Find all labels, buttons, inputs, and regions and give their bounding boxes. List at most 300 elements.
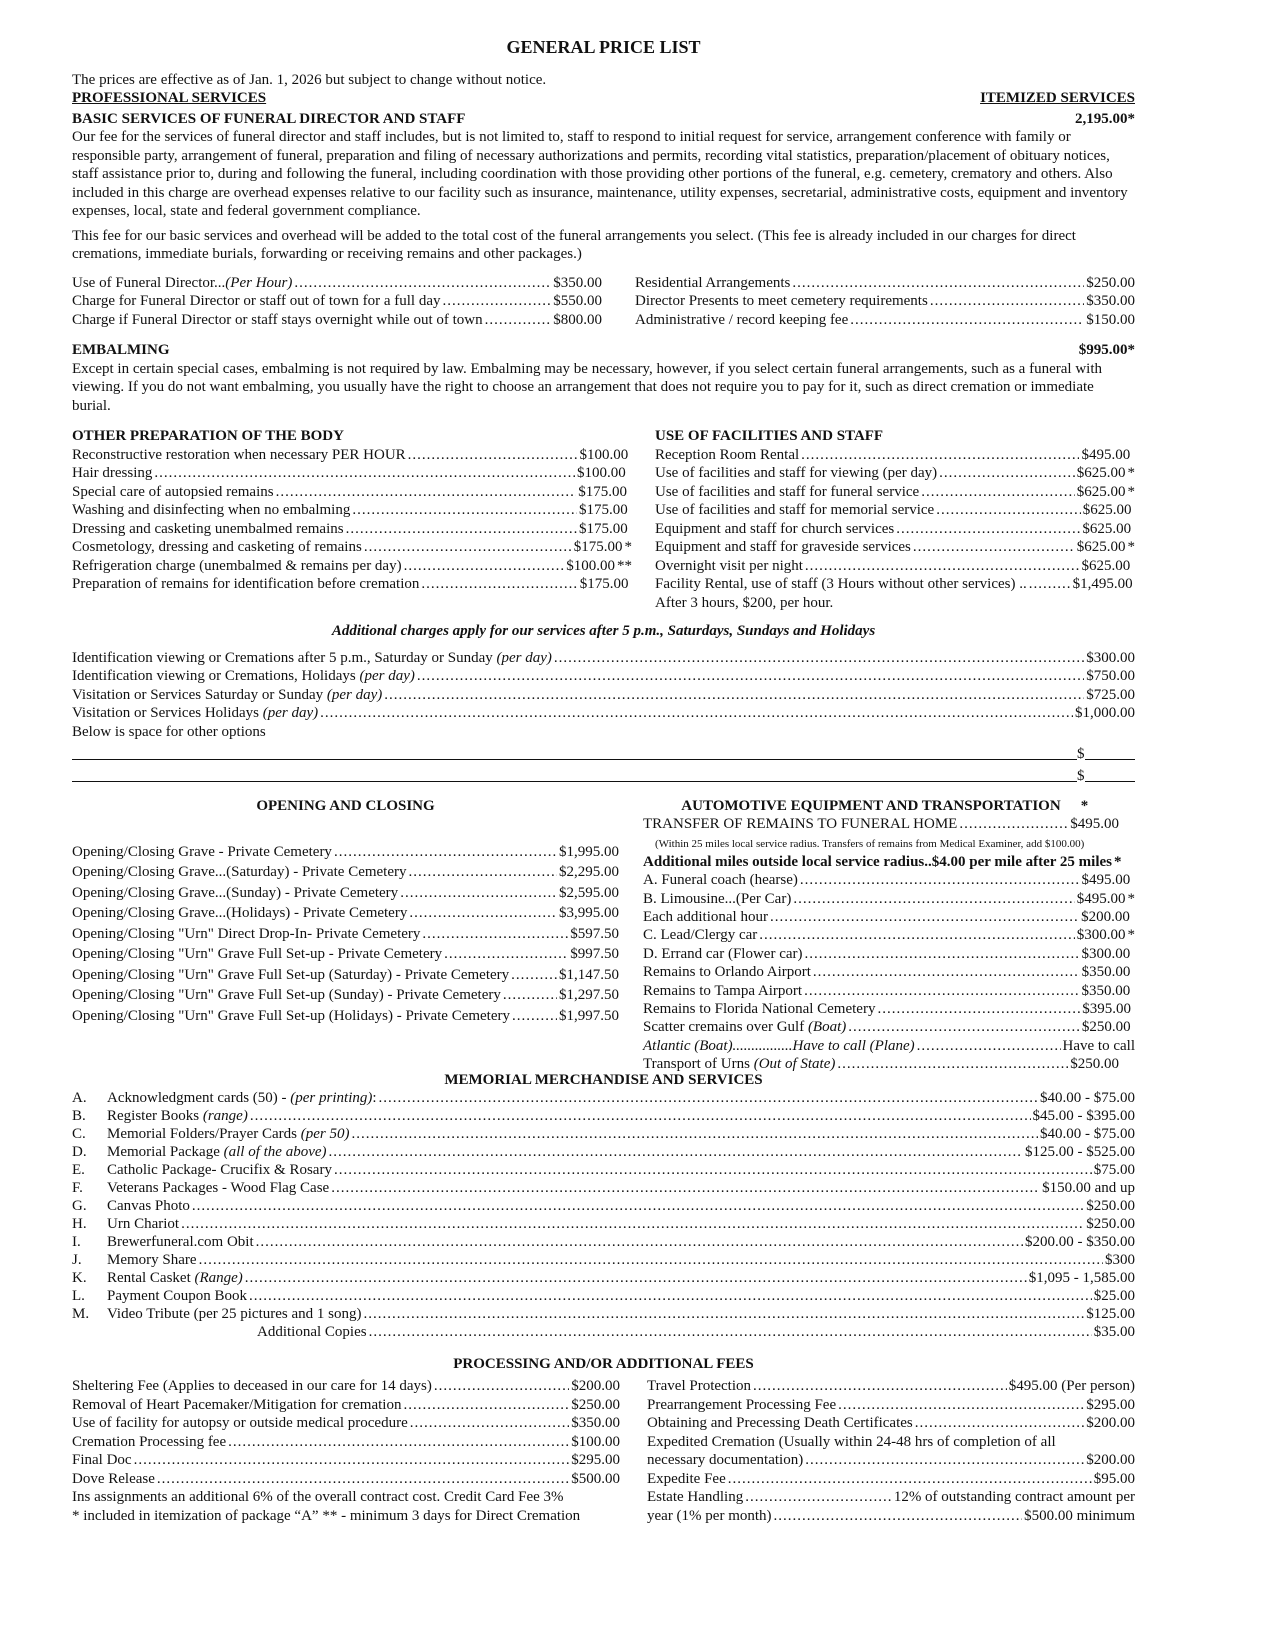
asterisk-mark: * [1127, 539, 1135, 555]
fee-row [72, 538, 632, 557]
other-option-blank-line[interactable] [72, 741, 1135, 763]
fee-value: $175.00 [573, 539, 623, 555]
fee-value: $1,000.00 [1075, 705, 1135, 721]
fee-label: Opening/Closing "Urn" Grave Full Set-up (Saturday) - Private Cemetery [72, 966, 510, 983]
fee-row [72, 686, 1135, 705]
asterisk-mark: * [1127, 465, 1135, 481]
fee-row [72, 1125, 1135, 1143]
fee-label: Opening/Closing Grave...(Sunday) - Private Cemetery [72, 884, 399, 901]
fee-row [643, 945, 1135, 963]
fee-label-em: (range) [202, 1107, 248, 1124]
fee-row [72, 1107, 1135, 1125]
fee-value: $295.00 [571, 1452, 620, 1469]
fee-row [655, 483, 1135, 502]
item-letter: I. [72, 1233, 81, 1250]
fee-label: Reception Room Rental [655, 446, 800, 463]
asterisk-mark: * [1127, 890, 1135, 907]
fee-value: $625.00 [1076, 483, 1126, 500]
fee-label: Residential Arrangements [635, 274, 791, 291]
fee-row [72, 883, 619, 904]
fee-row [643, 890, 1135, 908]
asterisk-mark: * [1127, 927, 1135, 944]
embalming-description: Except in certain special cases, embalming is not required by law. Embalming may be necessary, however, if you select certain funeral arrangements, such as a funeral with viewing. If you do not want embalming, you usually have the right to choose an arrangement that does not require you to pay for it, such as direct cremation or immediate burial. [72, 360, 1102, 414]
fee-row [655, 501, 1135, 520]
processing-right [647, 1377, 1135, 1525]
fee-value: $175.00 [578, 520, 628, 537]
processing-section [72, 1377, 1135, 1525]
fee-value: $2,595.00 [559, 884, 619, 901]
fee-label: Use of facilities and staff for memorial service [655, 502, 935, 518]
item-letter: D. [72, 1143, 87, 1160]
fee-label: Register Books [107, 1107, 203, 1124]
fee-label: Charge if Funeral Director or staff stays overnight while out of town [72, 311, 483, 328]
fee-value: $500.00 [571, 1470, 620, 1487]
fee-value: $625.00 [1076, 539, 1126, 555]
fee-value: $75.00 [1093, 1161, 1135, 1178]
atlantic-row [643, 1037, 1135, 1055]
fee-label: TRANSFER OF REMAINS TO FUNERAL HOME [643, 816, 958, 833]
fee-label: Payment Coupon Book [107, 1287, 248, 1304]
memorial-section [72, 1071, 1135, 1341]
fee-label: Cremation Processing fee [72, 1433, 227, 1450]
fee-row [72, 1305, 1135, 1323]
fee-row [647, 1451, 1135, 1470]
fee-row [72, 1451, 620, 1470]
fee-value: $125.00 - $525.00 [1025, 1143, 1135, 1160]
fee-label: Sheltering Fee (Applies to deceased in our care for 14 days) [72, 1378, 432, 1395]
fee-label: Expedite Fee [647, 1470, 726, 1487]
fee-label: Dove Release [72, 1470, 155, 1487]
fee-row [647, 1488, 1135, 1507]
fee-label: Equipment and staff for church services [655, 520, 895, 537]
fee-label-em: (Range) [194, 1269, 243, 1286]
item-letter: E. [72, 1161, 85, 1178]
fee-row [72, 1215, 1135, 1233]
fee-value: $3,995.00 [559, 905, 619, 921]
fee-row [655, 557, 1135, 576]
fee-label: Special care of autopsied remains [72, 483, 274, 500]
basic-fees-left [72, 274, 602, 330]
fee-row [72, 649, 1135, 668]
fee-row [72, 1377, 620, 1396]
fee-value: $100.00 [566, 557, 615, 574]
fee-value: $1,495.00 [1072, 576, 1133, 592]
fee-value: $35.00 [1093, 1323, 1135, 1340]
facilities-heading: USE OF FACILITIES AND STAFF [655, 428, 884, 444]
fee-label: Washing and disinfecting when no embalming [72, 502, 351, 518]
fee-value: $625.00 [1076, 465, 1126, 481]
insurance-note: Ins assignments an additional 6% of the overall contract cost. Credit Card Fee 3% [72, 1489, 564, 1506]
automotive-list [643, 871, 1135, 1037]
column-headings [72, 89, 1135, 108]
fee-label: Opening/Closing "Urn" Grave Full Set-up (Sunday) - Private Cemetery [72, 987, 501, 1003]
fee-value: $125.00 [1086, 1305, 1135, 1322]
additional-copies-row [72, 1323, 1135, 1341]
fee-value: $250.00 [1086, 1197, 1135, 1214]
fee-label: Catholic Package- Crucifix & Rosary [107, 1161, 332, 1178]
fee-label: Acknowledgment cards (50) - [107, 1089, 291, 1106]
fee-row [643, 1000, 1135, 1018]
fee-value: $1,995.00 [559, 843, 619, 860]
fee-value: $2,295.00 [559, 864, 619, 880]
fee-label: Identification viewing or Cremations after 5 p.m., Saturday or Sunday [72, 649, 497, 666]
fee-row [72, 1396, 620, 1415]
fee-label: Memorial Package [107, 1143, 224, 1160]
fee-label: Remains to Florida National Cemetery [643, 1001, 876, 1018]
fee-label: Administrative / record keeping fee [635, 311, 849, 328]
fee-value: $200.00 - $350.00 [1025, 1233, 1135, 1250]
fee-label: Brewerfuneral.com Obit [107, 1233, 254, 1250]
other-options-label: Below is space for other options [72, 723, 266, 740]
fee-row [72, 965, 619, 986]
fee-value: Have to call [1062, 1037, 1135, 1054]
fee-row [72, 483, 632, 502]
fee-value: $40.00 - $75.00 [1040, 1089, 1135, 1106]
item-letter: H. [72, 1215, 87, 1232]
fee-value: $625.00 [1082, 520, 1132, 537]
fee-row [72, 667, 1135, 686]
fee-label: Opening/Closing Grave...(Holidays) - Private Cemetery [72, 905, 408, 921]
asterisk-mark: * [1080, 798, 1089, 814]
processing-left-list [72, 1377, 620, 1488]
fee-value: $495.00 [1076, 890, 1126, 907]
fee-value: $200.00 [1081, 909, 1130, 926]
fee-value: $495.00 [1081, 446, 1131, 463]
fee-row [643, 926, 1135, 944]
fee-value: $495.00 [1081, 872, 1131, 889]
fee-label: Final Doc [72, 1452, 132, 1469]
fee-label: Use of facility for autopsy or outside medical procedure [72, 1415, 408, 1432]
item-letter: M. [72, 1305, 90, 1322]
fee-row [72, 1179, 1135, 1197]
fee-row [72, 446, 632, 465]
opening-closing-heading: OPENING AND CLOSING [256, 798, 435, 814]
fee-value: $100.00 [571, 1433, 620, 1450]
fee-value: $300.00 [1086, 649, 1135, 666]
fee-label: Rental Casket [107, 1269, 195, 1286]
asterisk-mark: ** [617, 557, 632, 574]
fee-row [72, 1470, 620, 1489]
item-letter: G. [72, 1197, 87, 1214]
fee-row [72, 464, 632, 483]
fee-value: $350.00 [1086, 293, 1135, 309]
fee-row [72, 557, 632, 576]
basic-services-price: 2,195.00* [1075, 110, 1135, 127]
fee-value: $997.50 [570, 946, 619, 962]
fee-row [72, 274, 602, 293]
fee-row [635, 311, 1135, 330]
fee-label: B. Limousine...(Per Car) [643, 890, 792, 907]
fee-label-tail: : [372, 1089, 377, 1106]
asterisk-mark: * [624, 539, 632, 555]
fee-row [72, 501, 632, 520]
other-preparation-list [72, 446, 632, 594]
fee-value: $150.00 and up [1042, 1179, 1135, 1196]
item-letter: C. [72, 1125, 86, 1142]
fee-value: $625.00 [1081, 557, 1131, 574]
fee-row [72, 944, 619, 965]
fee-value: $350.00 [553, 274, 602, 291]
fee-label: Obtaining and Precessing Death Certificates [647, 1415, 913, 1432]
fee-value: 12% of outstanding contract amount per [893, 1489, 1135, 1506]
fee-label: Opening/Closing "Urn" Direct Drop-In- Private Cemetery [72, 925, 421, 942]
fee-label: Memory Share [107, 1251, 197, 1268]
fee-value: $100.00 [577, 465, 626, 481]
fee-value: $750.00 [1086, 668, 1135, 684]
footnote: * included in itemization of package “A” ** - minimum 3 days for Direct Cremation [72, 1508, 581, 1525]
fee-value: $25.00 [1093, 1287, 1135, 1304]
fee-label: Cosmetology, dressing and casketing of remains [72, 539, 362, 555]
fee-row [72, 862, 619, 883]
fee-value: $550.00 [553, 293, 602, 309]
dollar-sign: $ [1077, 745, 1085, 762]
opening-closing-section [72, 797, 619, 1074]
embalming-heading: EMBALMING [72, 342, 170, 358]
fee-value: $495.00 [1070, 816, 1119, 833]
fee-row [72, 903, 619, 924]
fee-value: $200.00 [1086, 1415, 1135, 1432]
fee-row [72, 1089, 1135, 1107]
fee-row [647, 1507, 1135, 1526]
fee-value: $300 [1105, 1251, 1135, 1268]
fee-value: $250.00 [1086, 1215, 1135, 1232]
fee-label-em: (per printing) [290, 1089, 373, 1106]
fee-row [643, 908, 1135, 926]
fee-label-em: (Out of State) [753, 1056, 836, 1073]
fee-label: Use of facilities and staff for funeral service [655, 483, 920, 500]
fee-row [72, 1251, 1135, 1269]
fee-label: Opening/Closing Grave - Private Cemetery [72, 843, 332, 860]
fee-label: Use of facilities and staff for viewing (per day) [655, 465, 938, 481]
fee-label: Overnight visit per night [655, 557, 803, 574]
item-letter: J. [72, 1251, 82, 1268]
fee-value: $200.00 [1086, 1452, 1135, 1469]
item-letter: A. [72, 1089, 87, 1106]
basic-fees-right [635, 274, 1135, 330]
additional-miles-row [643, 853, 1135, 871]
fee-value: $350.00 [1081, 982, 1131, 999]
fee-row [655, 446, 1135, 465]
fee-row [72, 1143, 1135, 1161]
fee-label: C. Lead/Clergy car [643, 927, 758, 944]
after-hours-heading: Additional charges apply for our services after 5 p.m., Saturdays, Sundays and Holidays [331, 623, 876, 639]
opening-closing-list [72, 842, 619, 1027]
processing-heading: PROCESSING AND/OR ADDITIONAL FEES [453, 1355, 754, 1372]
processing-right-list [647, 1377, 1135, 1433]
fee-row [72, 924, 619, 945]
fee-row [655, 464, 1135, 483]
item-letter: F. [72, 1179, 83, 1196]
other-option-blank-line[interactable] [72, 763, 1135, 785]
dollar-sign: $ [1077, 767, 1085, 784]
fee-label: Prearrangement Processing Fee [647, 1396, 837, 1413]
fee-label: Canvas Photo [107, 1197, 190, 1214]
fee-value: $625.00 [1082, 502, 1132, 518]
fee-value: $250.00 [571, 1396, 620, 1413]
fee-label-em: (Per Hour) [225, 274, 293, 291]
fee-row [72, 311, 602, 330]
fee-label: Memorial Folders/Prayer Cards [107, 1125, 301, 1142]
fee-label-em: (per day) [496, 649, 552, 666]
fee-label: Preparation of remains for identification before cremation [72, 576, 420, 592]
fee-label: Urn Chariot [107, 1215, 180, 1232]
item-letter: L. [72, 1287, 85, 1304]
fee-label: Scatter cremains over Gulf [643, 1019, 808, 1036]
fee-label-em: (all of the above) [223, 1143, 327, 1160]
fee-label: Estate Handling [647, 1489, 744, 1506]
fee-row [635, 292, 1135, 311]
asterisk-mark: * [1127, 483, 1135, 500]
fee-row [635, 274, 1135, 293]
fee-label: Facility Rental, use of staff (3 Hours without other services) .. [655, 576, 1027, 592]
fee-label: Video Tribute (per 25 pictures and 1 song) [107, 1305, 362, 1322]
fee-value: $725.00 [1086, 686, 1135, 703]
other-preparation-heading: OTHER PREPARATION OF THE BODY [72, 428, 344, 444]
fee-value: $295.00 [1086, 1396, 1135, 1413]
fee-label: Opening/Closing "Urn" Grave Full Set-up (Holidays) - Private Cemetery [72, 1007, 511, 1024]
asterisk-mark: * [1113, 853, 1122, 870]
memorial-list [72, 1089, 1135, 1323]
fee-row [72, 1197, 1135, 1215]
fee-label: Director Presents to meet cemetery requirements [635, 293, 928, 309]
basic-services-heading-row [72, 110, 1135, 129]
fee-label: Remains to Orlando Airport [643, 964, 811, 981]
fee-label-em: (per day) [359, 668, 415, 684]
fee-row [72, 1269, 1135, 1287]
facilities-note: After 3 hours, $200, per hour. [655, 594, 834, 611]
basic-services-fees [72, 274, 1135, 330]
basic-services-heading: BASIC SERVICES OF FUNERAL DIRECTOR AND STAFF [72, 110, 466, 127]
fee-label: Atlantic (Boat)................Have to call (Plane) [643, 1037, 915, 1054]
fee-row [72, 1433, 620, 1452]
fee-value: $350.00 [571, 1415, 620, 1432]
automotive-heading-row [643, 797, 1135, 815]
fee-row [643, 1018, 1135, 1036]
fee-row [72, 575, 632, 594]
fee-label: Refrigeration charge (unembalmed & remains per day) [72, 557, 402, 574]
after-hours-list [72, 649, 1135, 723]
fee-label: Each additional hour [643, 909, 768, 926]
effective-notice: The prices are effective as of Jan. 1, 2026 but subject to change without notice. [72, 71, 547, 88]
fee-value: $250.00 [1081, 1019, 1131, 1036]
fee-row [643, 871, 1135, 889]
fee-row [72, 292, 602, 311]
facilities-section [655, 427, 1135, 612]
fee-value: $395.00 [1082, 1001, 1131, 1018]
professional-services-heading: PROFESSIONAL SERVICES [72, 90, 267, 106]
fee-value: $175.00 [578, 483, 627, 500]
fee-label-em: (Boat) [807, 1019, 847, 1036]
fee-label: Visitation or Services Saturday or Sunday [72, 686, 327, 703]
fee-value: $1,147.50 [559, 966, 619, 983]
fee-value: $45.00 - $395.00 [1032, 1107, 1135, 1124]
fee-row [72, 985, 619, 1006]
facilities-list [655, 446, 1135, 594]
fee-value: $597.50 [570, 925, 619, 942]
processing-left [72, 1377, 620, 1525]
basic-services-note: This fee for our basic services and overhead will be added to the total cost of the funeral arrangements you select. (This fee is already included in our charges for direct cremations, immediate burials, forwarding or receiving remains and other packages.) [72, 227, 1076, 262]
fee-label: Remains to Tampa Airport [643, 982, 803, 999]
embalming-price: $995.00* [1078, 342, 1135, 358]
fee-label: Opening/Closing "Urn" Grave Full Set-up - Private Cemetery [72, 946, 443, 962]
automotive-section [643, 797, 1135, 1074]
fee-value: $1,297.50 [559, 987, 619, 1003]
fee-label: Visitation or Services Holidays [72, 705, 263, 721]
fee-value: $495.00 (Per person) [1008, 1378, 1135, 1395]
expedited-cremation-text: Expedited Cremation (Usually within 24-48 hrs of completion of all [647, 1433, 1056, 1450]
itemized-services-heading: ITEMIZED SERVICES [980, 90, 1135, 106]
fee-row [647, 1470, 1135, 1489]
automotive-heading: AUTOMOTIVE EQUIPMENT AND TRANSPORTATION [681, 798, 1061, 814]
item-letter: B. [72, 1107, 86, 1124]
fee-row [72, 1233, 1135, 1251]
fee-row [72, 1414, 620, 1433]
additional-miles-text: Additional miles outside local service radius..$4.00 per mile after 25 miles [643, 853, 1112, 870]
fee-value: $175.00 [579, 502, 628, 518]
fee-value: $100.00 [579, 446, 629, 463]
transfer-note: (Within 25 miles local service radius. Transfers of remains from Medical Examiner, add $100.00) [655, 837, 1085, 850]
fee-row [72, 520, 632, 539]
fee-row [72, 1006, 619, 1027]
fee-row [643, 963, 1135, 981]
other-preparation-section [72, 427, 632, 612]
fee-label: Dressing and casketing unembalmed remains [72, 520, 344, 537]
fee-value: $40.00 - $75.00 [1040, 1125, 1135, 1142]
fee-row [72, 1161, 1135, 1179]
fee-value: $1,095 - 1,585.00 [1028, 1269, 1135, 1286]
fee-label: Opening/Closing Grave...(Saturday) - Private Cemetery [72, 864, 407, 880]
fee-value: $500.00 minimum [1024, 1507, 1135, 1524]
transfer-row [643, 815, 1135, 833]
fee-label-em: (per day) [326, 686, 383, 703]
fee-value: $300.00 [1076, 927, 1126, 944]
fee-row [655, 575, 1135, 594]
fee-value: $350.00 [1081, 964, 1131, 981]
fee-label: Use of Funeral Director... [72, 274, 226, 291]
fee-label: Removal of Heart Pacemaker/Mitigation for cremation [72, 1396, 402, 1413]
fee-label: necessary documentation) [647, 1452, 804, 1469]
fee-row [647, 1377, 1135, 1396]
fee-row [655, 538, 1135, 557]
fee-value: $95.00 [1093, 1470, 1135, 1487]
page-title: GENERAL PRICE LIST [506, 37, 701, 57]
fee-row [72, 1287, 1135, 1305]
opening-and-automotive [72, 797, 1135, 1074]
fee-value: $800.00 [553, 311, 602, 328]
fee-label: Hair dressing [72, 465, 153, 481]
fee-label: Travel Protection [647, 1378, 752, 1395]
fee-label: Charge for Funeral Director or staff out of town for a full day [72, 293, 441, 309]
fee-label: Transport of Urns [643, 1056, 754, 1073]
memorial-heading: MEMORIAL MERCHANDISE AND SERVICES [444, 1071, 763, 1088]
fee-label: D. Errand car (Flower car) [643, 945, 803, 962]
fee-row [647, 1414, 1135, 1433]
fee-label-em: (per day) [262, 705, 319, 721]
prep-and-facilities [72, 427, 1135, 612]
fee-label-em: (per 50) [300, 1125, 350, 1142]
item-letter: K. [72, 1269, 87, 1286]
fee-value: $175.00 [579, 576, 629, 592]
fee-row [655, 520, 1135, 539]
fee-label: A. Funeral coach (hearse) [643, 872, 798, 889]
fee-label: Reconstructive restoration when necessary PER HOUR [72, 446, 406, 463]
fee-label: Additional Copies [257, 1323, 367, 1340]
fee-label: Identification viewing or Cremations, Holidays [72, 668, 360, 684]
basic-services-description: Our fee for the services of funeral director and staff includes, but is not limited to, staff to respond to initial request for service, arrangement conference with family or responsible party, arrangement of funeral, preparation and filing of necessary authorizations and permits, recording vital statistics, preparation/placement of obituary notices, staff assistance prior to, during and following the funeral, including coordination with those providing other portions of the funeral, e.g. cemetery, crematory and others. Also included in this charge are overhead expenses relative to our facility such as insurance, maintenance, utility expenses, secretarial, administrative costs, equipment and inventory expenses, local, state and federal government compliance. [72, 129, 1128, 219]
fee-value: $250.00 [1086, 274, 1135, 291]
fee-value: $150.00 [1086, 311, 1135, 328]
embalming-heading-row [72, 341, 1135, 360]
